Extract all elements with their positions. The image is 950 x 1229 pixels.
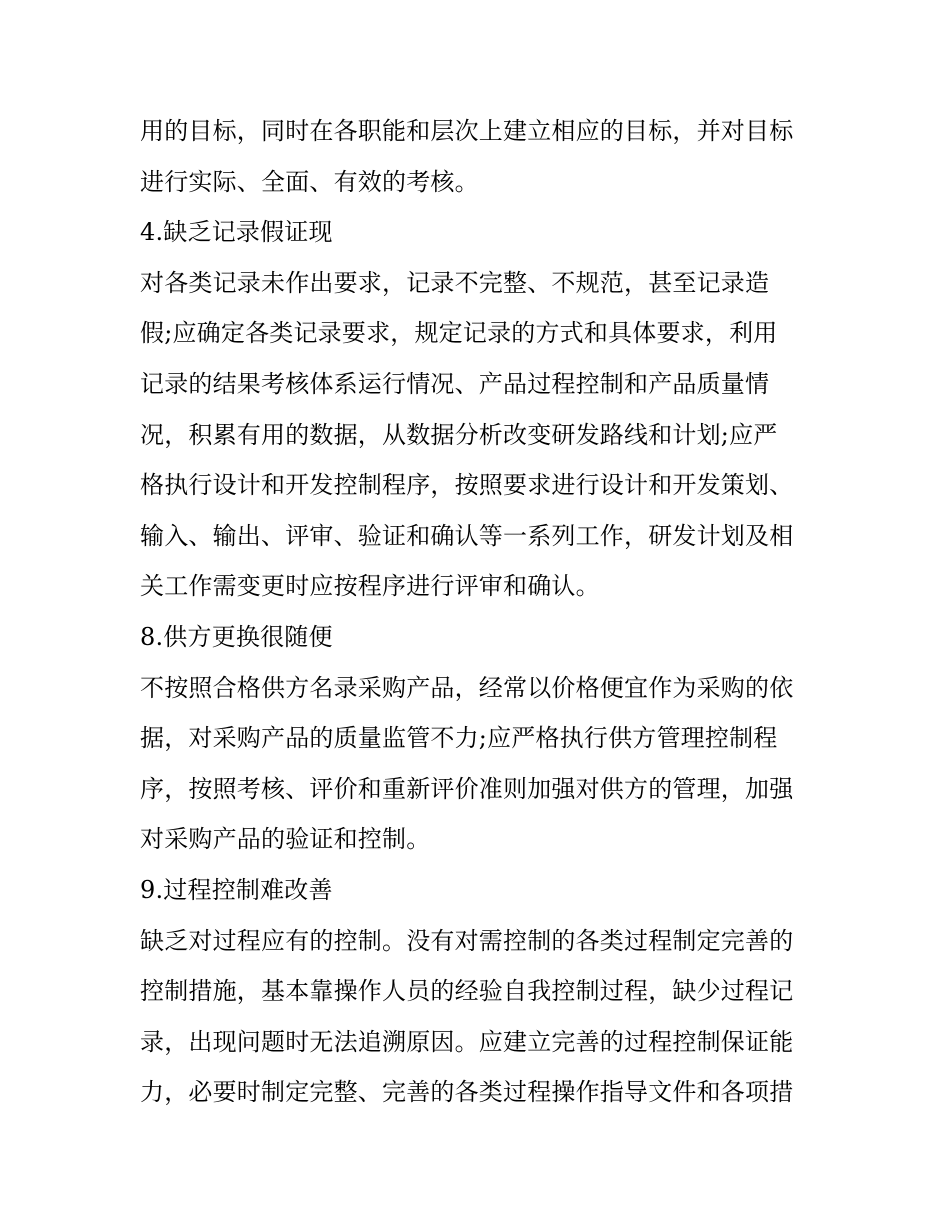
text-line: 缺乏对过程应有的控制。没有对需控制的各类过程制定完善的 xyxy=(140,926,794,955)
text-line: 进行实际、全面、有效的考核。 xyxy=(140,167,479,196)
text-line: 记录的结果考核体系运行情况、产品过程控制和产品质量情 xyxy=(140,369,770,398)
text-line: 控制措施，基本靠操作人员的经验自我控制过程，缺少过程记 xyxy=(140,977,794,1006)
text-line: 格执行设计和开发控制程序，按照要求进行设计和开发策划、 xyxy=(140,471,794,500)
section-heading: 4.缺乏记录假证现 xyxy=(140,218,333,247)
section-heading: 8.供方更换很随便 xyxy=(140,622,333,651)
text-line: 输入、输出、评审、验证和确认等一系列工作，研发计划及相 xyxy=(140,521,794,550)
text-line: 假;应确定各类记录要求，规定记录的方式和具体要求，利用 xyxy=(140,319,778,348)
text-line: 力，必要时制定完整、完善的各类过程操作指导文件和各项措 xyxy=(140,1078,794,1107)
text-line: 录，出现问题时无法追溯原因。应建立完善的过程控制保证能 xyxy=(140,1027,794,1056)
text-line: 用的目标，同时在各职能和层次上建立相应的目标，并对目标 xyxy=(140,117,794,145)
document-body xyxy=(140,106,820,1118)
text-line: 况，积累有用的数据，从数据分析改变研发路线和计划;应严 xyxy=(140,420,778,449)
text-line: 据，对采购产品的质量监管不力;应严格执行供方管理控制程 xyxy=(140,724,778,753)
text-line: 序，按照考核、评价和重新评价准则加强对供方的管理，加强 xyxy=(140,774,794,803)
text-line: 不按照合格供方名录采购产品，经常以价格便宜作为采购的依 xyxy=(140,673,794,702)
text-line: 关工作需变更时应按程序进行评审和确认。 xyxy=(140,572,600,601)
text-line: 对采购产品的验证和控制。 xyxy=(140,825,431,854)
section-heading: 9.过程控制难改善 xyxy=(140,875,333,904)
text-line: 对各类记录未作出要求，记录不完整、不规范，甚至记录造 xyxy=(140,268,770,297)
